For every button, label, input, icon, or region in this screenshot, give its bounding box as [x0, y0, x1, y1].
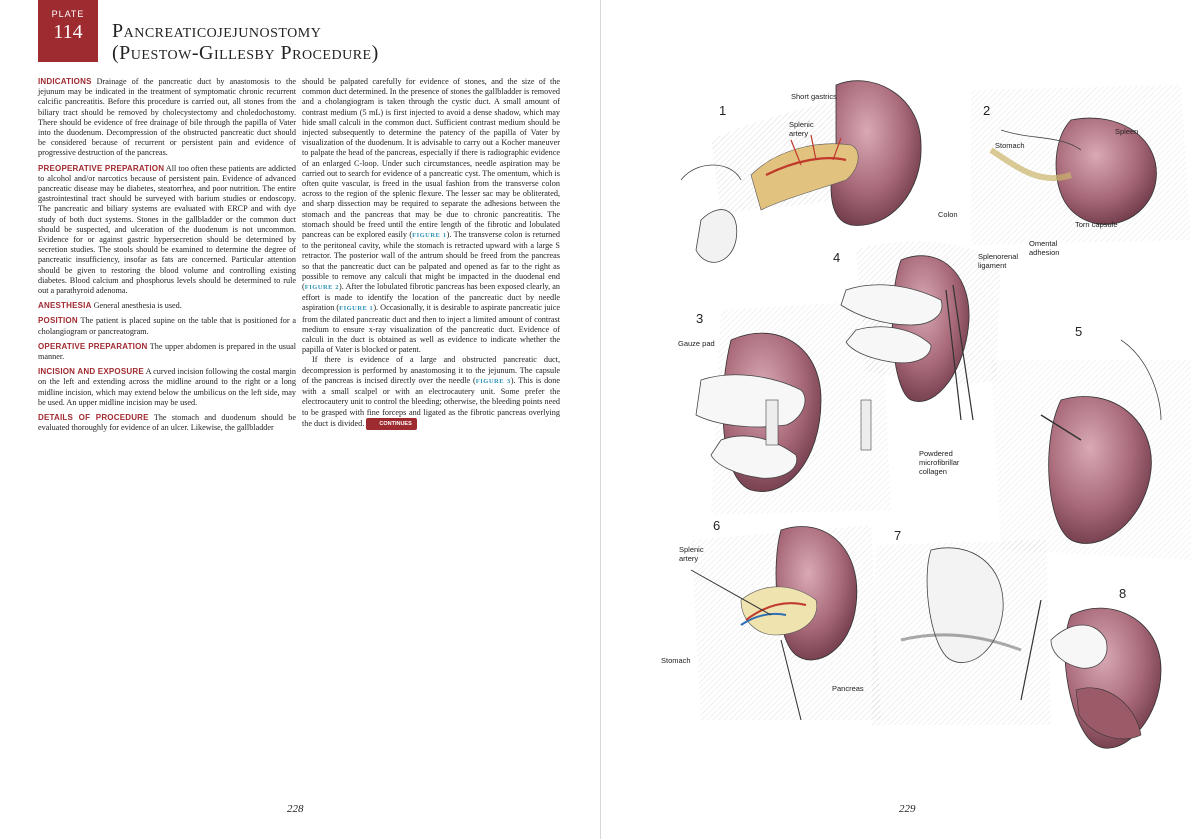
paragraph-continued — [302, 77, 560, 355]
section-operative — [38, 342, 296, 362]
text-run: ). After the lobulated fibrotic pancreas has been exposed clearly, an effort is made to identify the location of the pancreatic duct by needle aspiration ( — [302, 282, 561, 313]
label-stomach-6: Stomach — [661, 656, 691, 665]
text-details: The stomach and duodenum should be evaluated thoroughly for evidence of an ulcer. Likewise, the gallbladder — [38, 413, 296, 433]
section-anesthesia — [38, 301, 296, 311]
heading-incision: INCISION AND EXPOSURE — [38, 367, 144, 377]
text-column-right — [302, 77, 560, 430]
heading-operative: OPERATIVE PREPARATION — [38, 341, 148, 351]
section-position — [38, 316, 296, 336]
text-preoperative: All too often these patients are addicted to alcohol and/or narcotics because of persistent pain. Evidence of advanced pancreatic disease may be diabetes, steatorrhea, and poor nutrition. The entire gastrointestinal tract should be surveyed with barium studies or endoscopy. The pancreatic and biliary systems are evaluated with ERCP and with dye study of both duct systems. Stones in the gallbladder or the common duct should be suspected, and ulceration of the duodenum is not uncommon. Evidence for or against gastric hypersecretion should be determined by secretion studies. The stools should be examined to determine the degree of pancreatic insufficiency, insofar as fats are concerned. Particular attention should be given to restoring the blood volume and controlling existing diabetes. Blood calcium and phosphorus levels should be determined to rule out a parathyroid adenoma. — [38, 163, 296, 296]
continues-badge[interactable]: CONTINUES — [366, 418, 416, 430]
page-title — [112, 20, 379, 64]
figure-ref-1b[interactable]: FIGURE 1 — [339, 305, 374, 313]
plate-badge — [38, 0, 98, 62]
heading-preoperative: PREOPERATIVE PREPARATION — [38, 163, 165, 173]
text-run: ). Occasionally, it is desirable to aspirate pancreatic juice from the dilated pancreatic duct and then to inject a limited amount of contrast medium to ensure x-ray visualization of the pancreatic duct. Evidence of calculi in the duct is obtained as well as evidence to indicate whether the papilla of Vater is blocked or patent. — [302, 303, 560, 355]
figure-number-2: 2 — [983, 103, 991, 118]
section-details — [38, 413, 296, 433]
label-splenic-artery-1: Splenic artery — [789, 120, 814, 138]
label-splenic-artery-6: Splenic artery — [679, 545, 704, 563]
text-column-left — [38, 77, 296, 439]
figure-number-7: 7 — [894, 528, 902, 543]
page-number-right: 229 — [899, 803, 916, 815]
label-colon: Colon — [938, 210, 958, 219]
figure-number-6: 6 — [713, 518, 721, 533]
figure-number-1: 1 — [719, 103, 727, 118]
section-preoperative — [38, 164, 296, 297]
text-run: ). The transverse colon is returned to the peritoneal cavity, while the stomach is retracted upward with a large S retractor. The posterior wall of the antrum should be freed from the pancreas so that the pancreatic duct can be palpated and opened as far to the right as possible to remove any calculi that might be impacted in the duodenal end ( — [302, 230, 560, 292]
section-incision — [38, 367, 296, 408]
figure-ref-3[interactable]: FIGURE 3 — [475, 377, 511, 385]
figure-number-3: 3 — [696, 311, 704, 326]
label-gauze-pad: Gauze pad — [678, 339, 715, 348]
heading-anesthesia: ANESTHESIA — [38, 301, 92, 311]
text-operative: The upper abdomen is prepared in the usual manner. — [38, 341, 296, 362]
text-run: If there is evidence of a large and obstructed pancreatic duct, decompression is performed by anastomosing it to the jejunum. The capsule of the pancreas is incised directly over the needle ( — [302, 355, 560, 385]
section-indications — [38, 77, 296, 159]
text-anesthesia: General anesthesia is used. — [93, 301, 182, 311]
page-number-left: 228 — [287, 803, 304, 815]
text-run: ). This is done with a small scalpel or with an electrocautery unit. Some prefer the electrocautery unit to control the bleeding; otherwise, the bleeding points need to be grasped with fine forceps and ligated as the fibrotic pancreas overlying the duct is divided. — [302, 375, 560, 428]
surgical-illustrations — [601, 0, 1200, 839]
figure-ref-2[interactable]: FIGURE 2 — [304, 284, 339, 292]
text-incision: A curved incision following the costal margin on the left and extending across the midline around to the right or a long midline incision, which may extend below the umbilicus on the left side, may be used. An upper midline incision may be used. — [38, 367, 296, 407]
label-spleen: Spleen — [1115, 127, 1139, 136]
figure-ref-1[interactable]: FIGURE 1 — [412, 232, 447, 240]
figure-1-illustration — [681, 81, 921, 263]
figure-5-illustration — [991, 340, 1191, 560]
figure-7-illustration — [871, 540, 1051, 725]
label-short-gastrics: Short gastrics — [791, 92, 837, 101]
label-splenorenal-ligament: Splenorenal ligament — [978, 252, 1019, 270]
heading-details: DETAILS OF PROCEDURE — [38, 413, 149, 423]
text-run: should be palpated carefully for evidence of stones, and the size of the common duct determined. In the presence of stones the gallbladder is removed and a cholangiogram is taken through the cystic duct. A small amount of contrast medium (5 mL) is first injected to avoid a dense shadow, which may hide small calculi in the common duct. Sufficient contrast medium should be injected subsequently to determine the patency of the papilla of Vater by visualization of the duodenum. It is advisable to carry out a Kocher maneuver to palpate the head of the pancreas, especially if there is radiographic evidence of an enlarged C-loop. Under such circumstances, needle aspiration may be carried out to search for evidence of a pancreatic cyst. The omentum, which is often quite vascular, is freed in the usual fashion from the transverse colon across to the region of the splenic flexure. The lesser sac may be obliterated, and sharp dissection may be required to separate the adhesions between the stomach and the pancreas that may be due to chronic pancreatitis. The stomach should be freed until the entire length of the fibrotic and lobulated pancreas can be explored easily ( — [302, 77, 560, 240]
label-stomach-2: Stomach — [995, 141, 1025, 150]
label-torn-capsule: Torn capsule — [1075, 220, 1118, 229]
figure-number-4: 4 — [833, 250, 841, 265]
text-position: The patient is placed supine on the table that is positioned for a cholangiogram or pancreatogram. — [38, 316, 296, 336]
figure-8-illustration — [1051, 608, 1161, 748]
title-line-2: (Puestow-Gillesby Procedure) — [112, 42, 379, 64]
figure-number-8: 8 — [1119, 586, 1127, 601]
right-page — [600, 0, 1200, 839]
label-powdered-collagen: Powdered microfibrillar collagen — [919, 449, 960, 476]
label-omental-adhesion: Omental adhesion — [1029, 239, 1060, 257]
heading-indications: INDICATIONS — [38, 77, 92, 86]
figure-number-5: 5 — [1075, 324, 1083, 339]
plate-number: 114 — [53, 21, 83, 43]
plate-label: PLATE — [51, 9, 85, 19]
text-indications: Drainage of the pancreatic duct by anastomosis to the jejunum may be indicated in the treatment of symptomatic chronic recurrent calcific pancreatitis. Before this procedure is carried out, all stones from the biliary tract should be removed by cholecystectomy and choledochostomy. There should be evidence of free drainage of bile through the papilla of Vater into the duodenum. Decompression of the obstructed pancreatic duct should be considered because of recurrent or persistent pain and evidence of progressive destruction of the pancreas. — [38, 77, 297, 158]
title-line-1: Pancreaticojejunostomy — [112, 20, 322, 42]
paragraph-decompression — [302, 355, 560, 429]
label-pancreas: Pancreas — [832, 684, 864, 693]
heading-position: POSITION — [38, 316, 78, 326]
